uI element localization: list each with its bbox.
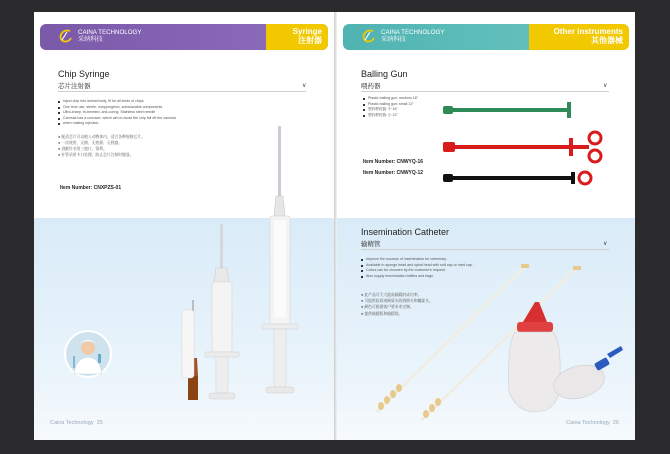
brand-cn: 采纳科技 (381, 36, 406, 43)
list-item: Cannula has a concave, which aim to avoid the chip fall off the cannula (58, 116, 258, 122)
brand-en: CAINA TECHNOLOGY (78, 29, 142, 36)
list-item: Inject chip into animal body, fit for all kinds of chips. (58, 99, 258, 105)
right-page (337, 12, 635, 440)
list-item: ● 一次使用，无菌，无热源，无致癌。 (58, 141, 123, 145)
section-subtitle: 芯片注射器 (58, 83, 91, 90)
brand-text (78, 29, 142, 43)
footer (50, 420, 103, 426)
brand-cn: 采纳科技 (78, 36, 103, 43)
list-item: ● 配适芯片可以植入动物体内，适合各种规格芯片。 (58, 135, 145, 139)
list-item: Ultra-sharp, tri-beveled, anti-coring, Stainless steel needle (58, 110, 258, 116)
header-title-cn: 注射器 (298, 36, 322, 45)
balling-gun-title: Balling Gun (361, 69, 408, 79)
section-divider (361, 249, 609, 250)
list-item: Available in sponge head and spiral head with soft cap or hard cap. (361, 263, 531, 269)
brand-text (381, 29, 445, 43)
list-item: One time use, sterile, nonpyrogenic, autoclavable components (58, 105, 258, 111)
list-item: ● 可提供软质或硬质头的海绵头和螺旋头。 (361, 299, 433, 304)
section-divider (361, 91, 609, 92)
header-title (554, 27, 623, 45)
caina-logo-icon (58, 28, 74, 44)
left-page (34, 12, 334, 440)
footer (566, 420, 619, 426)
list-item: ● 针管采用卡口处理，防止芯片注射时脱落。 (58, 153, 134, 157)
header-title-en: Other instruments (553, 27, 623, 36)
chevron-down-icon: ∨ (603, 241, 608, 247)
item-number: Item Number: CNWYQ-12 (363, 170, 424, 176)
chevron-down-icon: ∨ (302, 83, 307, 89)
list-item: ● 颜色可根据客户要求来定制。 (361, 305, 414, 310)
list-item: Improve the success of insemination for veterinary. (361, 257, 531, 263)
list-item: Colors can be choosen by the customer's request. (361, 268, 531, 274)
list-item: Plastic balling gun: medium 16" (363, 96, 483, 102)
chevron-down-icon: ∨ (603, 83, 608, 89)
balling-gun-black (443, 172, 591, 184)
header-title (293, 27, 322, 45)
insemination-catheter-illustration (367, 262, 629, 432)
header-title-cn: 其他器械 (591, 36, 623, 45)
list-item: Plastic balling gun: small 12" (363, 102, 483, 108)
balling-gun-red (443, 132, 601, 162)
caina-logo-icon (361, 28, 377, 44)
chip-syringe-illustration (152, 120, 324, 410)
list-item: 塑料喂药器: 小 12" (363, 113, 483, 119)
list-item: ● 进献针采用三棱口，锋利。 (58, 147, 107, 151)
footer-label: Caina Technology (50, 420, 94, 426)
page-number: 26 (612, 420, 619, 426)
brand-en: CAINA TECHNOLOGY (381, 29, 445, 36)
scientist-photo (64, 330, 112, 378)
list-item: when making injection. (58, 121, 258, 127)
insemination-subtitle: 输精管 (361, 241, 381, 248)
balling-gun-subtitle: 喂药器 (361, 83, 381, 90)
list-item: 塑料喂药器: 中 16" (363, 107, 483, 113)
header-title-en: Syringe (292, 27, 322, 36)
footer-label: Caina Technology (566, 420, 610, 426)
balling-gun-illustration (441, 98, 611, 194)
list-item: Also supply insemination bottles and bags. (361, 274, 531, 280)
item-number: Item Number: CNXPZS-01 (60, 185, 122, 191)
right-header-bar (343, 24, 629, 50)
left-header-bar (40, 24, 328, 50)
list-item: ● 提供输精瓶和输精袋。 (361, 311, 403, 316)
section-title: Chip Syringe (58, 69, 110, 79)
list-item: ● 此产品可大大提高输精的成功率。 (361, 293, 422, 297)
insemination-title: Insemination Catheter (361, 227, 450, 237)
balling-gun-green (443, 102, 571, 118)
item-number: Item Number: CNWYQ-16 (363, 159, 424, 165)
section-divider (58, 91, 306, 92)
page-number: 25 (96, 420, 103, 426)
